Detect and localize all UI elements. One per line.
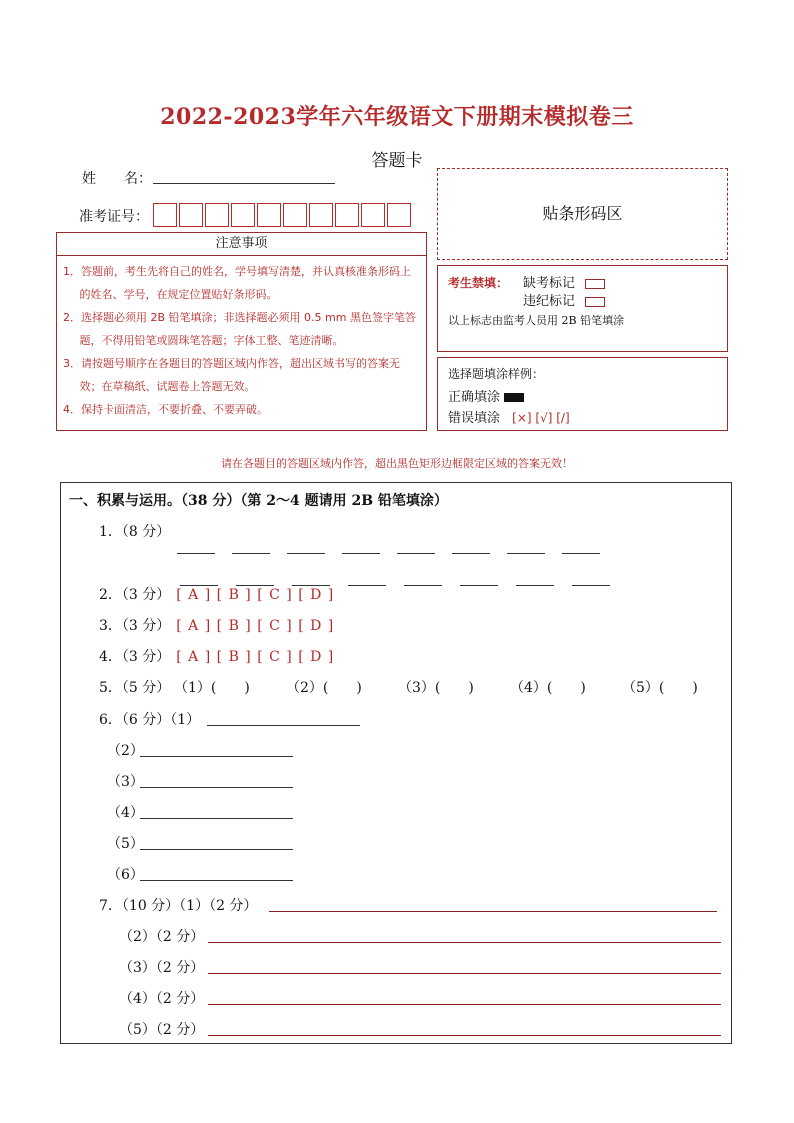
exam-id-cell[interactable]	[335, 203, 359, 227]
q1-blank[interactable]	[177, 553, 215, 554]
name-field[interactable]	[153, 183, 335, 184]
q6-answer-line[interactable]	[140, 880, 293, 881]
q1-blank[interactable]	[460, 585, 498, 586]
notice-item: 3．请按题号顺序在各题目的答题区域内作答，超出区域书写的答案无效；在草稿纸、试题卷上答题无效。	[63, 357, 400, 393]
q5-part[interactable]: （1）( )	[174, 680, 250, 696]
violation-checkbox[interactable]	[585, 297, 605, 307]
q7-answer-line[interactable]	[208, 1035, 721, 1036]
q1-blank[interactable]	[397, 553, 435, 554]
q3-choices[interactable]: [ A ] [ B ] [ C ] [ D ]	[176, 618, 335, 634]
q2-label: 2．（3 分）	[99, 587, 171, 603]
exam-id-cell[interactable]	[257, 203, 281, 227]
barcode-label: 贴条形码区	[542, 204, 623, 223]
wrong-fill-label: 错误填涂	[448, 411, 501, 426]
exam-id-cell[interactable]	[205, 203, 229, 227]
q6-answer-line[interactable]	[140, 818, 293, 819]
q4-label: 4．（3 分）	[99, 649, 171, 665]
q1-blank[interactable]	[287, 553, 325, 554]
wrong-fill-marks: [×] [√] [/]	[512, 411, 570, 425]
exam-id-cell[interactable]	[179, 203, 203, 227]
q5-part[interactable]: （4）( )	[510, 680, 586, 696]
forbidden-note: 以上标志由监考人员用 2B 铅笔填涂	[448, 314, 625, 327]
q3-label: 3．（3 分）	[99, 618, 171, 634]
q7-answer-line[interactable]	[208, 973, 721, 974]
page-title: 2022-2023学年六年级语文下册期末模拟卷三	[160, 104, 634, 130]
q2-choices[interactable]: [ A ] [ B ] [ C ] [ D ]	[176, 587, 335, 603]
q7-part-label: （5）（2 分）	[119, 1022, 205, 1038]
section-heading: 一、积累与运用。（38 分）（第 2～4 题请用 2B 铅笔填涂）	[69, 493, 448, 509]
q2-row	[99, 584, 334, 604]
notice-body	[57, 256, 426, 421]
exam-id-cell[interactable]	[309, 203, 333, 227]
q7-part-label: （2）（2 分）	[119, 929, 205, 945]
q7-answer-line[interactable]	[208, 1004, 721, 1005]
fill-sample-box	[437, 357, 728, 431]
correct-fill-label: 正确填涂	[448, 390, 501, 405]
correct-fill	[448, 386, 524, 405]
notice-box	[56, 232, 427, 431]
q1-blank[interactable]	[507, 553, 545, 554]
q5-part[interactable]: （2）( )	[286, 680, 362, 696]
q1-label: 1．（8 分）	[99, 524, 171, 540]
q7-answer-line[interactable]	[208, 942, 721, 943]
exam-id-cell[interactable]	[283, 203, 307, 227]
q6-part-label: （3）	[107, 774, 144, 790]
q6-part-label: （6）	[107, 867, 144, 883]
q6-part-label: （2）	[107, 743, 144, 759]
q1-blank[interactable]	[348, 585, 386, 586]
q7-answer-line[interactable]	[269, 911, 717, 912]
barcode-area	[437, 168, 728, 260]
warning-text: 请在各题目的答题区域内作答，超出黑色矩形边框限定区域的答案无效！	[221, 457, 573, 470]
q1-blank[interactable]	[572, 585, 610, 586]
q7-part-label: （4）（2 分）	[119, 991, 205, 1007]
absent-label: 缺考标记	[523, 276, 576, 291]
absent-checkbox[interactable]	[585, 279, 605, 289]
q6-answer-line[interactable]	[140, 756, 293, 757]
exam-id-cell[interactable]	[231, 203, 255, 227]
q6-answer-line[interactable]	[140, 849, 293, 850]
exam-id-label: 准考证号：	[79, 209, 149, 225]
q6-part-label: （5）	[107, 836, 144, 852]
q6-answer-line[interactable]	[140, 787, 293, 788]
wrong-fill	[448, 407, 570, 426]
q1-blank[interactable]	[342, 553, 380, 554]
q7-label: 7．（10 分）（1）（2 分）	[99, 898, 258, 914]
q5-label: 5．（5 分）	[99, 680, 171, 696]
q3-row	[99, 615, 334, 635]
q4-choices[interactable]: [ A ] [ B ] [ C ] [ D ]	[176, 649, 335, 665]
q7-part-label: （3）（2 分）	[119, 960, 205, 976]
absent-mark	[523, 272, 605, 291]
q1-blank[interactable]	[232, 553, 270, 554]
exam-id-cells[interactable]	[153, 203, 413, 227]
q1-blank[interactable]	[562, 553, 600, 554]
q1-blank[interactable]	[516, 585, 554, 586]
q6-part-label: （4）	[107, 805, 144, 821]
q1-blank[interactable]	[452, 553, 490, 554]
exam-id-cell[interactable]	[361, 203, 385, 227]
notice-item: 1．答题前，考生先将自己的姓名，学号填写清楚，并认真核准条形码上的姓名、学号，在规定位置贴好条形码。	[63, 265, 411, 301]
q6-answer-line[interactable]	[207, 725, 360, 726]
violation-label: 违纪标记	[523, 294, 576, 309]
exam-id-cell[interactable]	[387, 203, 411, 227]
notice-item: 4．保持卡面清洁，不要折叠、不要弄破。	[63, 403, 268, 416]
forbidden-box	[437, 265, 728, 352]
notice-title: 注意事项	[57, 233, 426, 256]
q6-label: 6．（6 分）（1）	[99, 712, 201, 728]
forbidden-label: 考生禁填：	[448, 276, 509, 290]
fill-sample-title: 选择题填涂样例：	[448, 367, 545, 381]
q1-blanks-row1	[177, 535, 600, 554]
filled-mark-icon	[504, 393, 524, 402]
page-subtitle: 答题卡	[371, 151, 423, 171]
q5-part[interactable]: （5）( )	[622, 680, 698, 696]
q4-row	[99, 646, 334, 666]
notice-item: 2．选择题必须用 2B 铅笔填涂；非选择题必须用 0.5 mm 黑色签字笔答题，不得用铅笔或圆珠笔答题；字体工整、笔迹清晰。	[63, 311, 416, 347]
answer-section	[60, 482, 732, 1044]
q5-part[interactable]: （3）( )	[398, 680, 474, 696]
q1-blank[interactable]	[404, 585, 442, 586]
name-label: 姓 名：	[82, 171, 152, 187]
exam-id-cell[interactable]	[153, 203, 177, 227]
violation-mark	[523, 290, 605, 309]
